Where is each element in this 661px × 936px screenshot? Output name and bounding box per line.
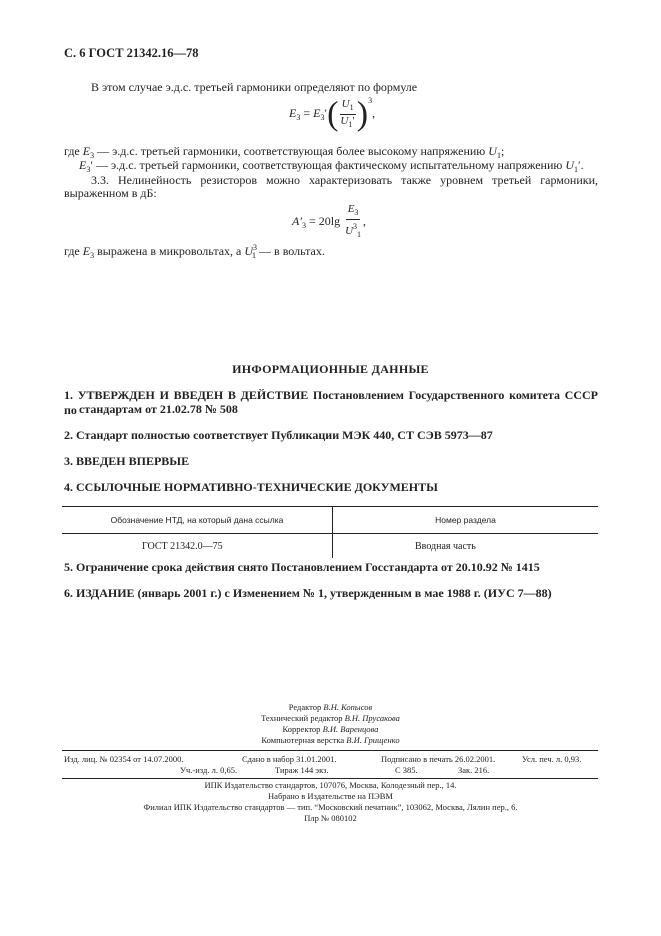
imprint-label: Компьютерная верстка xyxy=(261,735,345,745)
info-item-3: 3. ВВЕДЕН ВПЕРВЫЕ xyxy=(64,454,190,468)
imprint-publisher: ИПК Издательство стандартов, 107076, Москва, Колодезный пер., 14. xyxy=(204,780,457,790)
info-item-2: 2. Стандарт полностью соответствует Публикации МЭК 440, СТ СЭВ 5973—87 xyxy=(64,428,493,442)
imprint-label: Корректор xyxy=(282,724,321,734)
imprint-label: Технический редактор xyxy=(261,713,343,723)
formula-superscript: 3 xyxy=(253,243,258,252)
info-item-1-line-2: стандартам от 21.02.78 № 508 xyxy=(79,402,238,416)
imprint-person: В.И. Варенцова xyxy=(322,724,379,734)
formula-subscript: 3 xyxy=(354,208,359,217)
imprint-order: Зак. 216. xyxy=(458,765,490,775)
formula-symbol: A′ xyxy=(292,213,302,228)
definition-text: выражена в микровольтах, а xyxy=(97,244,242,258)
imprint-typeset-note: Набрано в Издательстве на ПЭВМ xyxy=(268,791,393,801)
imprint-circulation: Тираж 144 экз. xyxy=(275,765,329,775)
formula-symbol: E xyxy=(313,106,321,120)
definition-text: — э.д.с. третьей гармоники, соответствующая более высокому напряжению xyxy=(97,144,486,158)
left-paren: ( xyxy=(327,95,339,133)
right-paren: ) xyxy=(356,95,369,133)
formula-exponent: 3 xyxy=(368,96,373,105)
formula-prime: ′ xyxy=(324,106,328,120)
paragraph-3-3-line-2: выраженном в дБ: xyxy=(64,186,157,200)
imprint-printer: Филиал ИПК Издательство стандартов — тип. “Московский печатник”, 103062, Москва, Лялин пер., 6. xyxy=(143,802,518,812)
formula-subscript: 3 xyxy=(90,251,95,260)
formula-prime: ′ xyxy=(352,114,355,127)
formula-symbol: U xyxy=(488,144,497,158)
imprint-person: В.И. Грищенко xyxy=(346,735,400,745)
punctuation: ; xyxy=(500,144,505,158)
formula-subscript: 1 xyxy=(574,165,579,174)
formula-superscript: 3 xyxy=(353,222,358,231)
fraction-numerator: U xyxy=(341,97,350,110)
table-header-section: Номер раздела xyxy=(333,507,599,534)
imprint-print-date: Подписано в печать 26.02.2001. xyxy=(381,754,496,764)
formula-equals: = xyxy=(303,106,311,120)
imprint-plr: Плр № 080102 xyxy=(304,813,357,823)
divider xyxy=(62,778,598,779)
formula-subscript: 1 xyxy=(349,102,354,112)
paragraph-3-3-line-1: 3.3. Нелинейность резисторов можно характеризовать также уровнем третьей гармоники, xyxy=(91,173,598,187)
imprint-person: В.Н. Прусакова xyxy=(344,713,400,723)
table-header-document: Обозначение НТД, на который дана ссылка xyxy=(62,507,333,534)
imprint-label: Редактор xyxy=(288,702,322,712)
formula-comma: , xyxy=(363,213,367,228)
fraction-denominator: U xyxy=(345,225,354,237)
fraction-numerator: E xyxy=(347,203,355,215)
formula-fraction xyxy=(338,98,356,131)
fraction-denominator: U xyxy=(340,114,349,127)
where-line-2 xyxy=(79,158,584,174)
imprint-license: Изд. лиц. № 02354 от 14.07.2000. xyxy=(64,754,184,764)
formula-comma: , xyxy=(372,106,376,120)
formula-symbol: E xyxy=(82,244,91,258)
formula-subscript: 1 xyxy=(357,230,362,239)
formula-subscript: 3 xyxy=(301,220,306,230)
formula-fraction xyxy=(343,203,363,241)
formula-prime: ′ xyxy=(90,158,93,172)
formula-subscript: 3 xyxy=(90,151,95,160)
divider xyxy=(62,750,598,751)
definition-text: — э.д.с. третьей гармоники, соответствующая фактическому испытательному напряжению xyxy=(95,158,563,172)
imprint-tech-editor xyxy=(0,713,661,723)
definition-text: — в вольтах. xyxy=(259,244,325,258)
formula-subscript: 1 xyxy=(252,251,257,260)
info-item-5: 5. Ограничение срока действия снято Постановлением Госстандарта от 20.10.92 № 1415 xyxy=(64,560,540,574)
formula-third-harmonic xyxy=(289,96,375,131)
page-header: С. 6 ГОСТ 21342.16—78 xyxy=(64,46,199,60)
imprint-layout xyxy=(0,735,661,745)
formula-subscript: 3 xyxy=(320,113,325,122)
formula-symbol: U xyxy=(565,158,575,172)
imprint-corrector xyxy=(0,724,661,734)
info-data-title: ИНФОРМАЦИОННЫЕ ДАННЫЕ xyxy=(232,362,429,376)
imprint-print-sheets: Усл. печ. л. 0,93. xyxy=(522,754,582,764)
info-item-6: 6. ИЗДАНИЕ (январь 2001 г.) с Изменением № 1, утвержденным в мае 1988 г. (ИУС 7—88) xyxy=(64,586,552,600)
punctuation: ′. xyxy=(578,158,584,172)
table-row xyxy=(62,534,598,559)
formula-subscript: 1 xyxy=(348,119,353,129)
formula-symbol: U xyxy=(244,244,254,258)
imprint-code: С 385. xyxy=(395,765,418,775)
formula-symbol: E xyxy=(79,158,87,172)
imprint-editor xyxy=(0,702,661,712)
formula-subscript: 1 xyxy=(496,151,501,160)
formula-subscript: 3 xyxy=(86,165,91,174)
where-line-3 xyxy=(64,243,325,260)
imprint-edit-sheets: Уч.-изд. л. 0,65. xyxy=(180,765,238,775)
formula-symbol: E xyxy=(82,144,91,158)
table-cell-document: ГОСТ 21342.0—75 xyxy=(62,534,333,559)
formula-harmonic-level xyxy=(292,203,366,241)
info-item-1-line-1: 1. УТВЕРЖДЕН И ВВЕДЕН В ДЕЙСТВИЕ Постановлением Государственного комитета СССР по xyxy=(64,388,598,417)
references-table xyxy=(62,506,598,558)
table-header-row xyxy=(62,507,598,534)
where-word: где xyxy=(64,244,80,258)
imprint-typeset-date: Сдано в набор 31.01.2001. xyxy=(242,754,337,764)
table-cell-section: Вводная часть xyxy=(415,540,476,552)
where-word: где xyxy=(64,144,80,158)
formula-subscript: 3 xyxy=(296,113,301,122)
imprint-person: В.Н. Копысов xyxy=(323,702,373,712)
formula-symbol: E xyxy=(289,106,297,120)
formula-equals: = 20lg xyxy=(308,213,341,228)
info-item-4: 4. ССЫЛОЧНЫЕ НОРМАТИВНО-ТЕХНИЧЕСКИЕ ДОКУМЕНТЫ xyxy=(64,480,438,494)
paragraph-formula-intro: В этом случае э.д.с. третьей гармоники определяют по формуле xyxy=(91,80,418,94)
